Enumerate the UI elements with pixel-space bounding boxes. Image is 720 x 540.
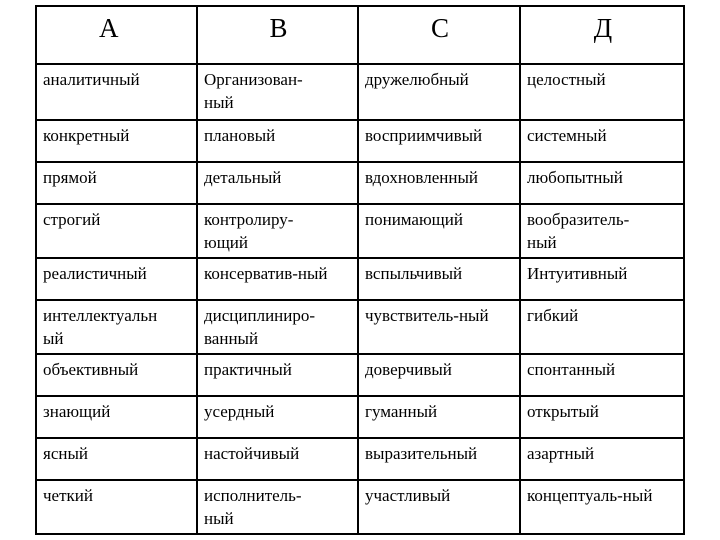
table-cell	[36, 480, 197, 534]
cell-text: участливый	[365, 486, 451, 505]
cell-text: усердный	[204, 402, 275, 421]
column-header-d: Д	[520, 6, 684, 64]
cell-text: настойчивый	[204, 444, 300, 463]
cell-text: системный	[527, 126, 607, 145]
cell-text: интеллектуальн ый	[43, 306, 158, 348]
column-header-b: В	[197, 6, 358, 64]
table-cell	[197, 438, 358, 480]
column-header-a: А	[36, 6, 197, 64]
table-cell	[358, 120, 520, 162]
table-cell	[197, 480, 358, 534]
cell-text: четкий	[43, 486, 93, 505]
table-cell	[197, 120, 358, 162]
cell-text: исполнитель- ный	[204, 486, 302, 528]
table-cell	[358, 162, 520, 204]
table-cell	[520, 396, 684, 438]
cell-text: восприимчивый	[365, 126, 483, 145]
table-cell	[36, 120, 197, 162]
table-cell	[358, 480, 520, 534]
cell-text: прямой	[43, 168, 97, 187]
cell-text: понимающий	[365, 210, 463, 229]
table-cell	[358, 204, 520, 258]
table-cell	[197, 64, 358, 120]
cell-text: гибкий	[527, 306, 579, 325]
table-cell	[358, 354, 520, 396]
table-cell	[197, 258, 358, 300]
cell-text: строгий	[43, 210, 101, 229]
table-cell	[520, 204, 684, 258]
table-cell	[358, 438, 520, 480]
cell-text: чувствитель-ный	[365, 306, 489, 325]
header-row	[36, 6, 684, 64]
cell-text: детальный	[204, 168, 282, 187]
table-row	[36, 480, 684, 534]
cell-text: любопытный	[527, 168, 623, 187]
cell-text: концептуаль-ный	[527, 486, 653, 505]
cell-text: ясный	[43, 444, 88, 463]
table-cell	[197, 396, 358, 438]
cell-text: гуманный	[365, 402, 438, 421]
cell-text: доверчивый	[365, 360, 452, 379]
table-cell	[520, 64, 684, 120]
table-cell	[520, 258, 684, 300]
cell-text: аналитичный	[43, 70, 140, 89]
table-cell	[520, 162, 684, 204]
cell-text: реалистичный	[43, 264, 147, 283]
table-cell	[520, 354, 684, 396]
table-cell	[197, 162, 358, 204]
cell-text: азартный	[527, 444, 595, 463]
table-cell	[36, 64, 197, 120]
cell-text: контролиру- ющий	[204, 210, 294, 252]
cell-text: консерватив-ный	[204, 264, 328, 283]
table-row	[36, 258, 684, 300]
table-row	[36, 64, 684, 120]
table-cell	[36, 162, 197, 204]
table-cell	[358, 64, 520, 120]
table-cell	[520, 120, 684, 162]
cell-text: Организован- ный	[204, 70, 303, 112]
table-row	[36, 438, 684, 480]
table-cell	[520, 480, 684, 534]
cell-text: конкретный	[43, 126, 130, 145]
cell-text: плановый	[204, 126, 276, 145]
cell-text: вдохновленный	[365, 168, 478, 187]
table-row	[36, 204, 684, 258]
table-row	[36, 396, 684, 438]
column-header-c: С	[358, 6, 520, 64]
table-row	[36, 300, 684, 354]
table-row	[36, 162, 684, 204]
table-cell	[36, 354, 197, 396]
table-cell	[520, 438, 684, 480]
table-cell	[36, 300, 197, 354]
cell-text: дружелюбный	[365, 70, 469, 89]
cell-text: вспыльчивый	[365, 264, 463, 283]
personality-traits-table	[35, 5, 685, 535]
cell-text: практичный	[204, 360, 292, 379]
cell-text: объективный	[43, 360, 139, 379]
table-cell	[36, 438, 197, 480]
table-cell	[520, 300, 684, 354]
table-cell	[197, 354, 358, 396]
table-cell	[358, 396, 520, 438]
cell-text: знающий	[43, 402, 111, 421]
cell-text: вообразитель- ный	[527, 210, 630, 252]
table-cell	[358, 300, 520, 354]
table-row	[36, 120, 684, 162]
table-row	[36, 354, 684, 396]
table-cell	[36, 258, 197, 300]
cell-text: выразительный	[365, 444, 478, 463]
table-cell	[197, 300, 358, 354]
cell-text: открытый	[527, 402, 599, 421]
table-cell	[358, 258, 520, 300]
cell-text: дисциплиниро- ванный	[204, 306, 316, 348]
table-cell	[36, 396, 197, 438]
cell-text: Интуитивный	[527, 264, 628, 283]
cell-text: спонтанный	[527, 360, 616, 379]
table-cell	[36, 204, 197, 258]
cell-text: целостный	[527, 70, 606, 89]
table-cell	[197, 204, 358, 258]
